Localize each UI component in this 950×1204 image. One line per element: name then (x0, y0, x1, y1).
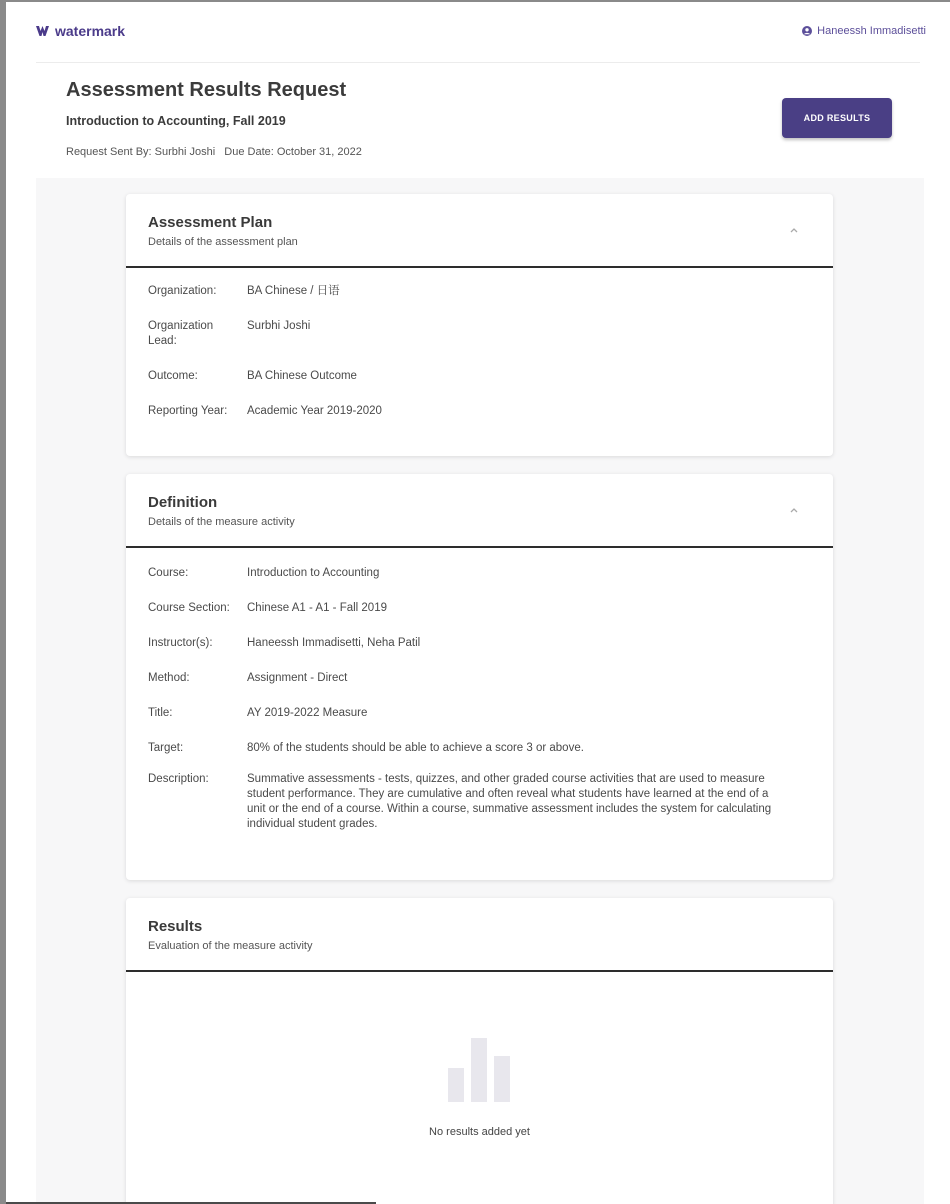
assessment-plan-header[interactable] (126, 194, 833, 268)
detail-label: Course: (148, 567, 189, 579)
chevron-up-icon[interactable] (789, 227, 799, 233)
request-due-date: Due Date: October 31, 2022 (224, 146, 362, 158)
detail-row (148, 706, 811, 721)
detail-value: Chinese A1 - A1 - Fall 2019 (247, 602, 387, 614)
watermark-logo-icon (36, 25, 49, 37)
detail-label: Organization: (148, 285, 217, 297)
results-header (126, 898, 833, 972)
top-bar (36, 2, 920, 63)
chevron-up-icon[interactable] (789, 507, 799, 513)
detail-row (148, 284, 811, 299)
definition-details (126, 548, 833, 832)
app-frame (6, 2, 950, 1204)
card-title: Results (148, 918, 203, 935)
detail-row (148, 566, 811, 581)
brand-logo[interactable] (36, 23, 125, 39)
detail-row (148, 369, 811, 384)
detail-value: BA Chinese Outcome (247, 370, 357, 382)
request-sent-by: Request Sent By: Surbhi Joshi (66, 146, 216, 158)
detail-label: Outcome: (148, 370, 198, 382)
definition-card (126, 474, 833, 880)
detail-row (148, 772, 811, 832)
detail-label: Title: (148, 707, 173, 719)
detail-label: Course Section: (148, 602, 230, 614)
user-name: Haneessh Immadisetti (817, 25, 926, 37)
detail-label: Reporting Year: (148, 405, 228, 417)
assessment-plan-details (126, 268, 833, 419)
detail-value: Surbhi Joshi (247, 320, 311, 332)
detail-row (148, 601, 811, 616)
detail-value: AY 2019-2022 Measure (247, 707, 368, 719)
add-results-button[interactable]: ADD RESULTS (782, 98, 892, 138)
detail-label: Method: (148, 672, 190, 684)
detail-label: Organization Lead: (148, 320, 214, 347)
card-subtitle: Details of the measure activity (148, 516, 295, 528)
detail-row (148, 741, 811, 756)
page-header (66, 78, 666, 158)
empty-state-message: No results added yet (429, 1126, 530, 1138)
bar-chart-icon (446, 1038, 512, 1104)
detail-value: Summative assessments - tests, quizzes, and other graded course activities that are used to measure student performance. They are cumulative and often reveal what students have learned at the end of a unit or the end of a course. Within a course, summative assessment includes the system for calculating individual student grades. (247, 773, 772, 830)
detail-value: Assignment - Direct (247, 672, 348, 684)
detail-label: Description: (148, 773, 209, 785)
card-title: Definition (148, 494, 218, 511)
results-card (126, 898, 833, 1204)
detail-label: Instructor(s): (148, 637, 213, 649)
detail-value: BA Chinese / 日语 (247, 285, 340, 297)
detail-value: 80% of the students should be able to achieve a score 3 or above. (247, 742, 584, 754)
user-circle-icon (802, 26, 812, 36)
detail-value: Introduction to Accounting (247, 567, 380, 579)
card-subtitle: Evaluation of the measure activity (148, 940, 313, 952)
definition-header[interactable] (126, 474, 833, 548)
detail-value: Haneessh Immadisetti, Neha Patil (247, 637, 421, 649)
detail-row (148, 319, 811, 349)
course-subtitle: Introduction to Accounting, Fall 2019 (66, 114, 286, 128)
brand-name: watermark (55, 23, 126, 39)
detail-label: Target: (148, 742, 184, 754)
user-menu[interactable] (802, 25, 926, 37)
detail-row (148, 404, 811, 419)
assessment-plan-card (126, 194, 833, 456)
detail-row (148, 671, 811, 686)
card-title: Assessment Plan (148, 214, 273, 231)
card-subtitle: Details of the assessment plan (148, 236, 298, 248)
request-meta (66, 146, 666, 158)
detail-row (148, 636, 811, 651)
detail-value: Academic Year 2019-2020 (247, 405, 382, 417)
page-title: Assessment Results Request (66, 79, 347, 101)
